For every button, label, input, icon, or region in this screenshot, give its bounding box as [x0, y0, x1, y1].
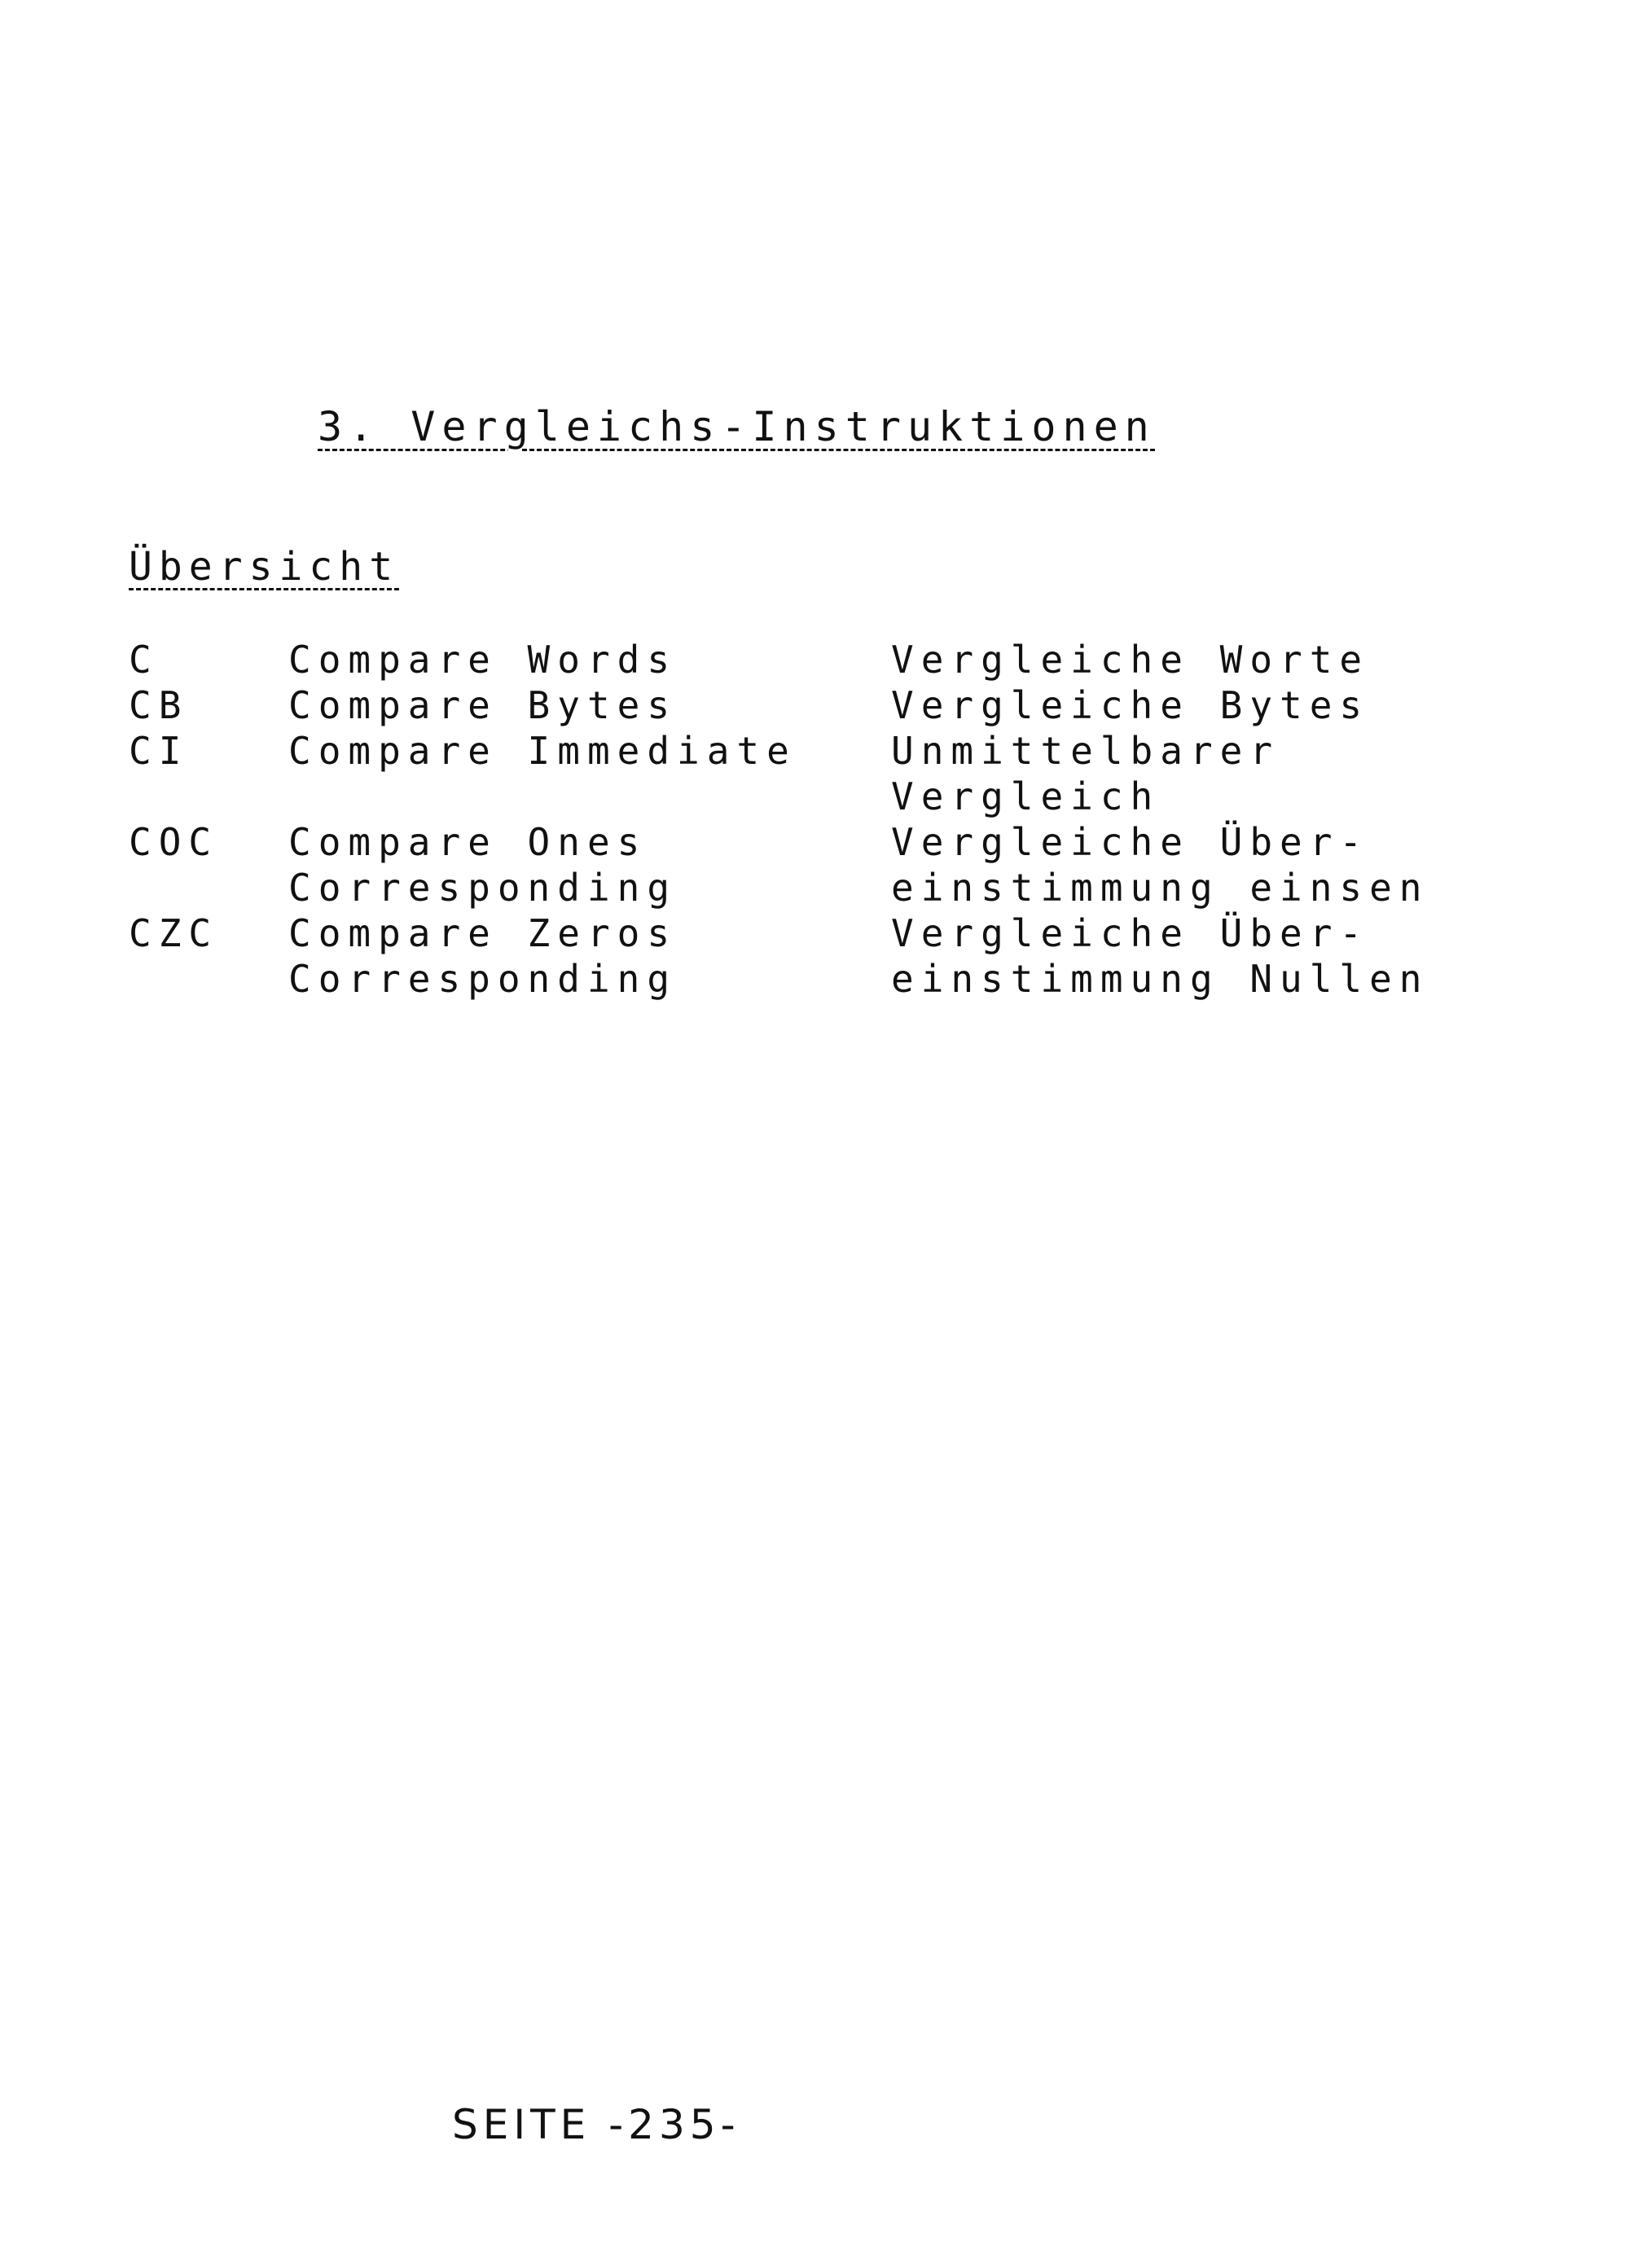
- instruction-name: Compare Words: [288, 638, 678, 682]
- instruction-description: Vergleiche Worte: [891, 638, 1370, 682]
- instruction-name: Compare Ones: [288, 820, 648, 864]
- instruction-name: Compare Immediate: [288, 729, 797, 773]
- instruction-code: CZC: [129, 911, 219, 955]
- instruction-description: Unmittelbarer: [891, 729, 1280, 773]
- page-number: SEITE -235-: [452, 2101, 740, 2148]
- instruction-name: Compare Zeros: [288, 911, 678, 955]
- section-title: 3. Vergleichs-Instruktionen: [318, 403, 1156, 450]
- instruction-code: CB: [129, 683, 189, 727]
- instruction-description: einstimmung Nullen: [891, 957, 1429, 1001]
- instruction-description: einstimmung einsen: [891, 866, 1429, 910]
- instruction-description: Vergleich: [891, 774, 1161, 818]
- instruction-description: Vergleiche Bytes: [891, 683, 1370, 727]
- instruction-description: Vergleiche Über-: [891, 820, 1370, 864]
- instruction-code: CI: [129, 729, 189, 773]
- overview-heading: Übersicht: [129, 544, 400, 590]
- instruction-name: Compare Bytes: [288, 683, 678, 727]
- instruction-name: Corresponding: [288, 957, 678, 1001]
- instruction-name: Corresponding: [288, 866, 678, 910]
- instruction-description: Vergleiche Über-: [891, 911, 1370, 955]
- instruction-code: C: [129, 638, 159, 682]
- instruction-code: COC: [129, 820, 219, 864]
